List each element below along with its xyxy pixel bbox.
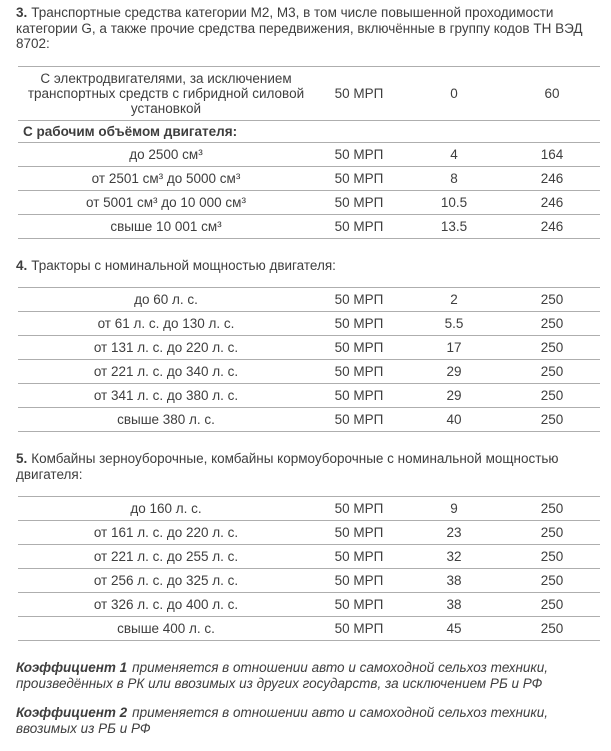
category-cell: от 221 л. с. до 255 л. с. bbox=[93, 549, 239, 564]
table-row bbox=[18, 569, 600, 593]
section-4-heading bbox=[16, 258, 597, 274]
table-row bbox=[18, 142, 600, 166]
coefficient-1-cell: 10.5 bbox=[440, 194, 468, 210]
rate-cell: 50 МРП bbox=[334, 194, 384, 210]
table-row bbox=[18, 408, 600, 432]
coefficient-2-cell: 250 bbox=[540, 501, 564, 516]
coefficient-1-cell: 17 bbox=[446, 340, 462, 355]
table-row bbox=[18, 593, 600, 617]
rate-cell: 50 МРП bbox=[334, 549, 384, 564]
coefficient-1-cell: 2 bbox=[450, 292, 458, 307]
footnote-1-text: применяется в отношении авто и самоходной сельхоз техники, произведённых в РК или ввозимых из других государств, за исключением РБ и РФ bbox=[16, 660, 549, 691]
coefficient-2-cell: 250 bbox=[540, 292, 564, 307]
category-cell: свыше 380 л. с. bbox=[117, 412, 215, 427]
coefficient-2-cell: 250 bbox=[540, 388, 564, 403]
section-3-number: 3. bbox=[16, 5, 28, 20]
coefficient-1-cell: 9 bbox=[450, 501, 458, 516]
rate-cell: 50 МРП bbox=[334, 364, 384, 379]
coefficient-1-cell: 8 bbox=[450, 170, 458, 186]
section-4-number: 4. bbox=[16, 257, 28, 273]
coefficient-2-cell: 250 bbox=[540, 621, 564, 636]
subheader-cell: С рабочим объёмом двигателя: bbox=[23, 123, 238, 139]
table-row bbox=[18, 214, 600, 238]
rate-cell: 50 МРП bbox=[334, 621, 384, 636]
section-3-title: Транспортные средства категории М2, М3, в том числе повышенной проходимости категории G, а также прочие средства передвижения, включённые в группу кодов ТН ВЭД 8702: bbox=[16, 5, 583, 51]
category-cell: от 131 л. с. до 220 л. с. bbox=[93, 340, 239, 355]
rate-cell: 50 МРП bbox=[334, 597, 384, 612]
coefficient-2-cell: 246 bbox=[540, 170, 564, 186]
category-cell: от 221 л. с. до 340 л. с. bbox=[93, 364, 239, 379]
footnote-1-lead: Коэффициент 1 bbox=[16, 660, 128, 675]
coefficient-2-cell: 246 bbox=[540, 218, 564, 234]
category-cell: свыше 400 л. с. bbox=[117, 621, 215, 636]
coefficient-1-cell: 38 bbox=[446, 573, 462, 588]
coefficient-2-cell: 60 bbox=[544, 85, 560, 101]
table-row bbox=[18, 66, 600, 120]
category-cell: от 61 л. с. до 130 л. с. bbox=[97, 316, 235, 331]
category-cell: от 2501 см³ до 5000 см³ bbox=[91, 170, 241, 186]
rate-cell: 50 МРП bbox=[334, 525, 384, 540]
rate-cell: 50 МРП bbox=[334, 316, 384, 331]
coefficient-2-cell: 250 bbox=[540, 525, 564, 540]
category-cell: от 256 л. с. до 325 л. с. bbox=[93, 573, 239, 588]
category-cell: от 5001 см³ до 10 000 см³ bbox=[86, 194, 246, 210]
category-cell: до 160 л. с. bbox=[130, 501, 202, 516]
table-row bbox=[18, 545, 600, 569]
category-cell: свыше 10 001 см³ bbox=[110, 218, 222, 234]
coefficient-2-cell: 250 bbox=[540, 340, 564, 355]
category-cell: от 161 л. с. до 220 л. с. bbox=[93, 525, 239, 540]
coefficient-2-cell: 246 bbox=[540, 194, 564, 210]
rate-cell: 50 МРП bbox=[334, 501, 384, 516]
table-row bbox=[18, 190, 600, 214]
rates-table-tractors bbox=[18, 287, 600, 432]
table-row bbox=[18, 166, 600, 190]
coefficient-2-cell: 250 bbox=[540, 364, 564, 379]
rates-table-m2-m3 bbox=[18, 66, 600, 239]
table-row bbox=[18, 384, 600, 408]
table-row bbox=[18, 617, 600, 641]
coefficient-1-cell: 0 bbox=[450, 85, 458, 101]
coefficient-1-cell: 23 bbox=[446, 525, 462, 540]
coefficient-1-cell: 32 bbox=[446, 549, 462, 564]
coefficient-2-cell: 250 bbox=[540, 597, 564, 612]
coefficient-1-cell: 45 bbox=[446, 621, 462, 636]
table-row bbox=[18, 521, 600, 545]
category-cell: от 326 л. с. до 400 л. с. bbox=[93, 597, 239, 612]
coefficient-1-cell: 29 bbox=[446, 364, 462, 379]
rate-cell: 50 МРП bbox=[334, 412, 384, 427]
coefficient-2-cell: 250 bbox=[540, 412, 564, 427]
rate-cell: 50 МРП bbox=[334, 388, 384, 403]
table-row bbox=[18, 288, 600, 312]
section-5-heading bbox=[16, 451, 597, 482]
table-subheader-row bbox=[18, 120, 600, 142]
coefficient-1-cell: 29 bbox=[446, 388, 462, 403]
category-cell: до 60 л. с. bbox=[134, 292, 198, 307]
rate-cell: 50 МРП bbox=[334, 573, 384, 588]
rate-cell: 50 МРП bbox=[334, 170, 384, 186]
rate-cell: 50 МРП bbox=[334, 292, 384, 307]
coefficient-1-cell: 38 bbox=[446, 597, 462, 612]
coefficient-1-cell: 40 bbox=[446, 412, 462, 427]
section-4-title: Тракторы с номинальной мощностью двигателя: bbox=[31, 257, 336, 273]
section-3-heading bbox=[16, 5, 597, 52]
footnote-coefficient-1 bbox=[16, 660, 597, 691]
section-5-number: 5. bbox=[16, 451, 28, 466]
footnote-coefficient-2 bbox=[16, 705, 597, 736]
footnote-2-text: применяется в отношении авто и самоходной сельхоз техники, ввозимых из РБ и РФ bbox=[16, 705, 549, 736]
table-row bbox=[18, 497, 600, 521]
coefficient-1-cell: 5.5 bbox=[444, 316, 464, 331]
category-cell: до 2500 см³ bbox=[129, 146, 203, 162]
rate-cell: 50 МРП bbox=[334, 146, 384, 162]
table-row bbox=[18, 312, 600, 336]
footnote-2-lead: Коэффициент 2 bbox=[16, 705, 128, 720]
coefficient-2-cell: 164 bbox=[540, 146, 564, 162]
coefficient-2-cell: 250 bbox=[540, 549, 564, 564]
coefficient-2-cell: 250 bbox=[540, 573, 564, 588]
coefficient-1-cell: 13.5 bbox=[440, 218, 468, 234]
table-row bbox=[18, 336, 600, 360]
category-cell: С электродвигателями, за исключением транспортных средств с гибридной силовой установкой bbox=[27, 70, 305, 116]
rate-cell: 50 МРП bbox=[334, 85, 384, 101]
table-row bbox=[18, 360, 600, 384]
rate-cell: 50 МРП bbox=[334, 218, 384, 234]
coefficient-2-cell: 250 bbox=[540, 316, 564, 331]
rate-cell: 50 МРП bbox=[334, 340, 384, 355]
coefficient-1-cell: 4 bbox=[450, 146, 458, 162]
section-5-title: Комбайны зерноуборочные, комбайны кормоуборочные с номинальной мощностью двигателя: bbox=[16, 451, 559, 482]
rates-table-combines bbox=[18, 496, 600, 641]
category-cell: от 341 л. с. до 380 л. с. bbox=[93, 388, 239, 403]
